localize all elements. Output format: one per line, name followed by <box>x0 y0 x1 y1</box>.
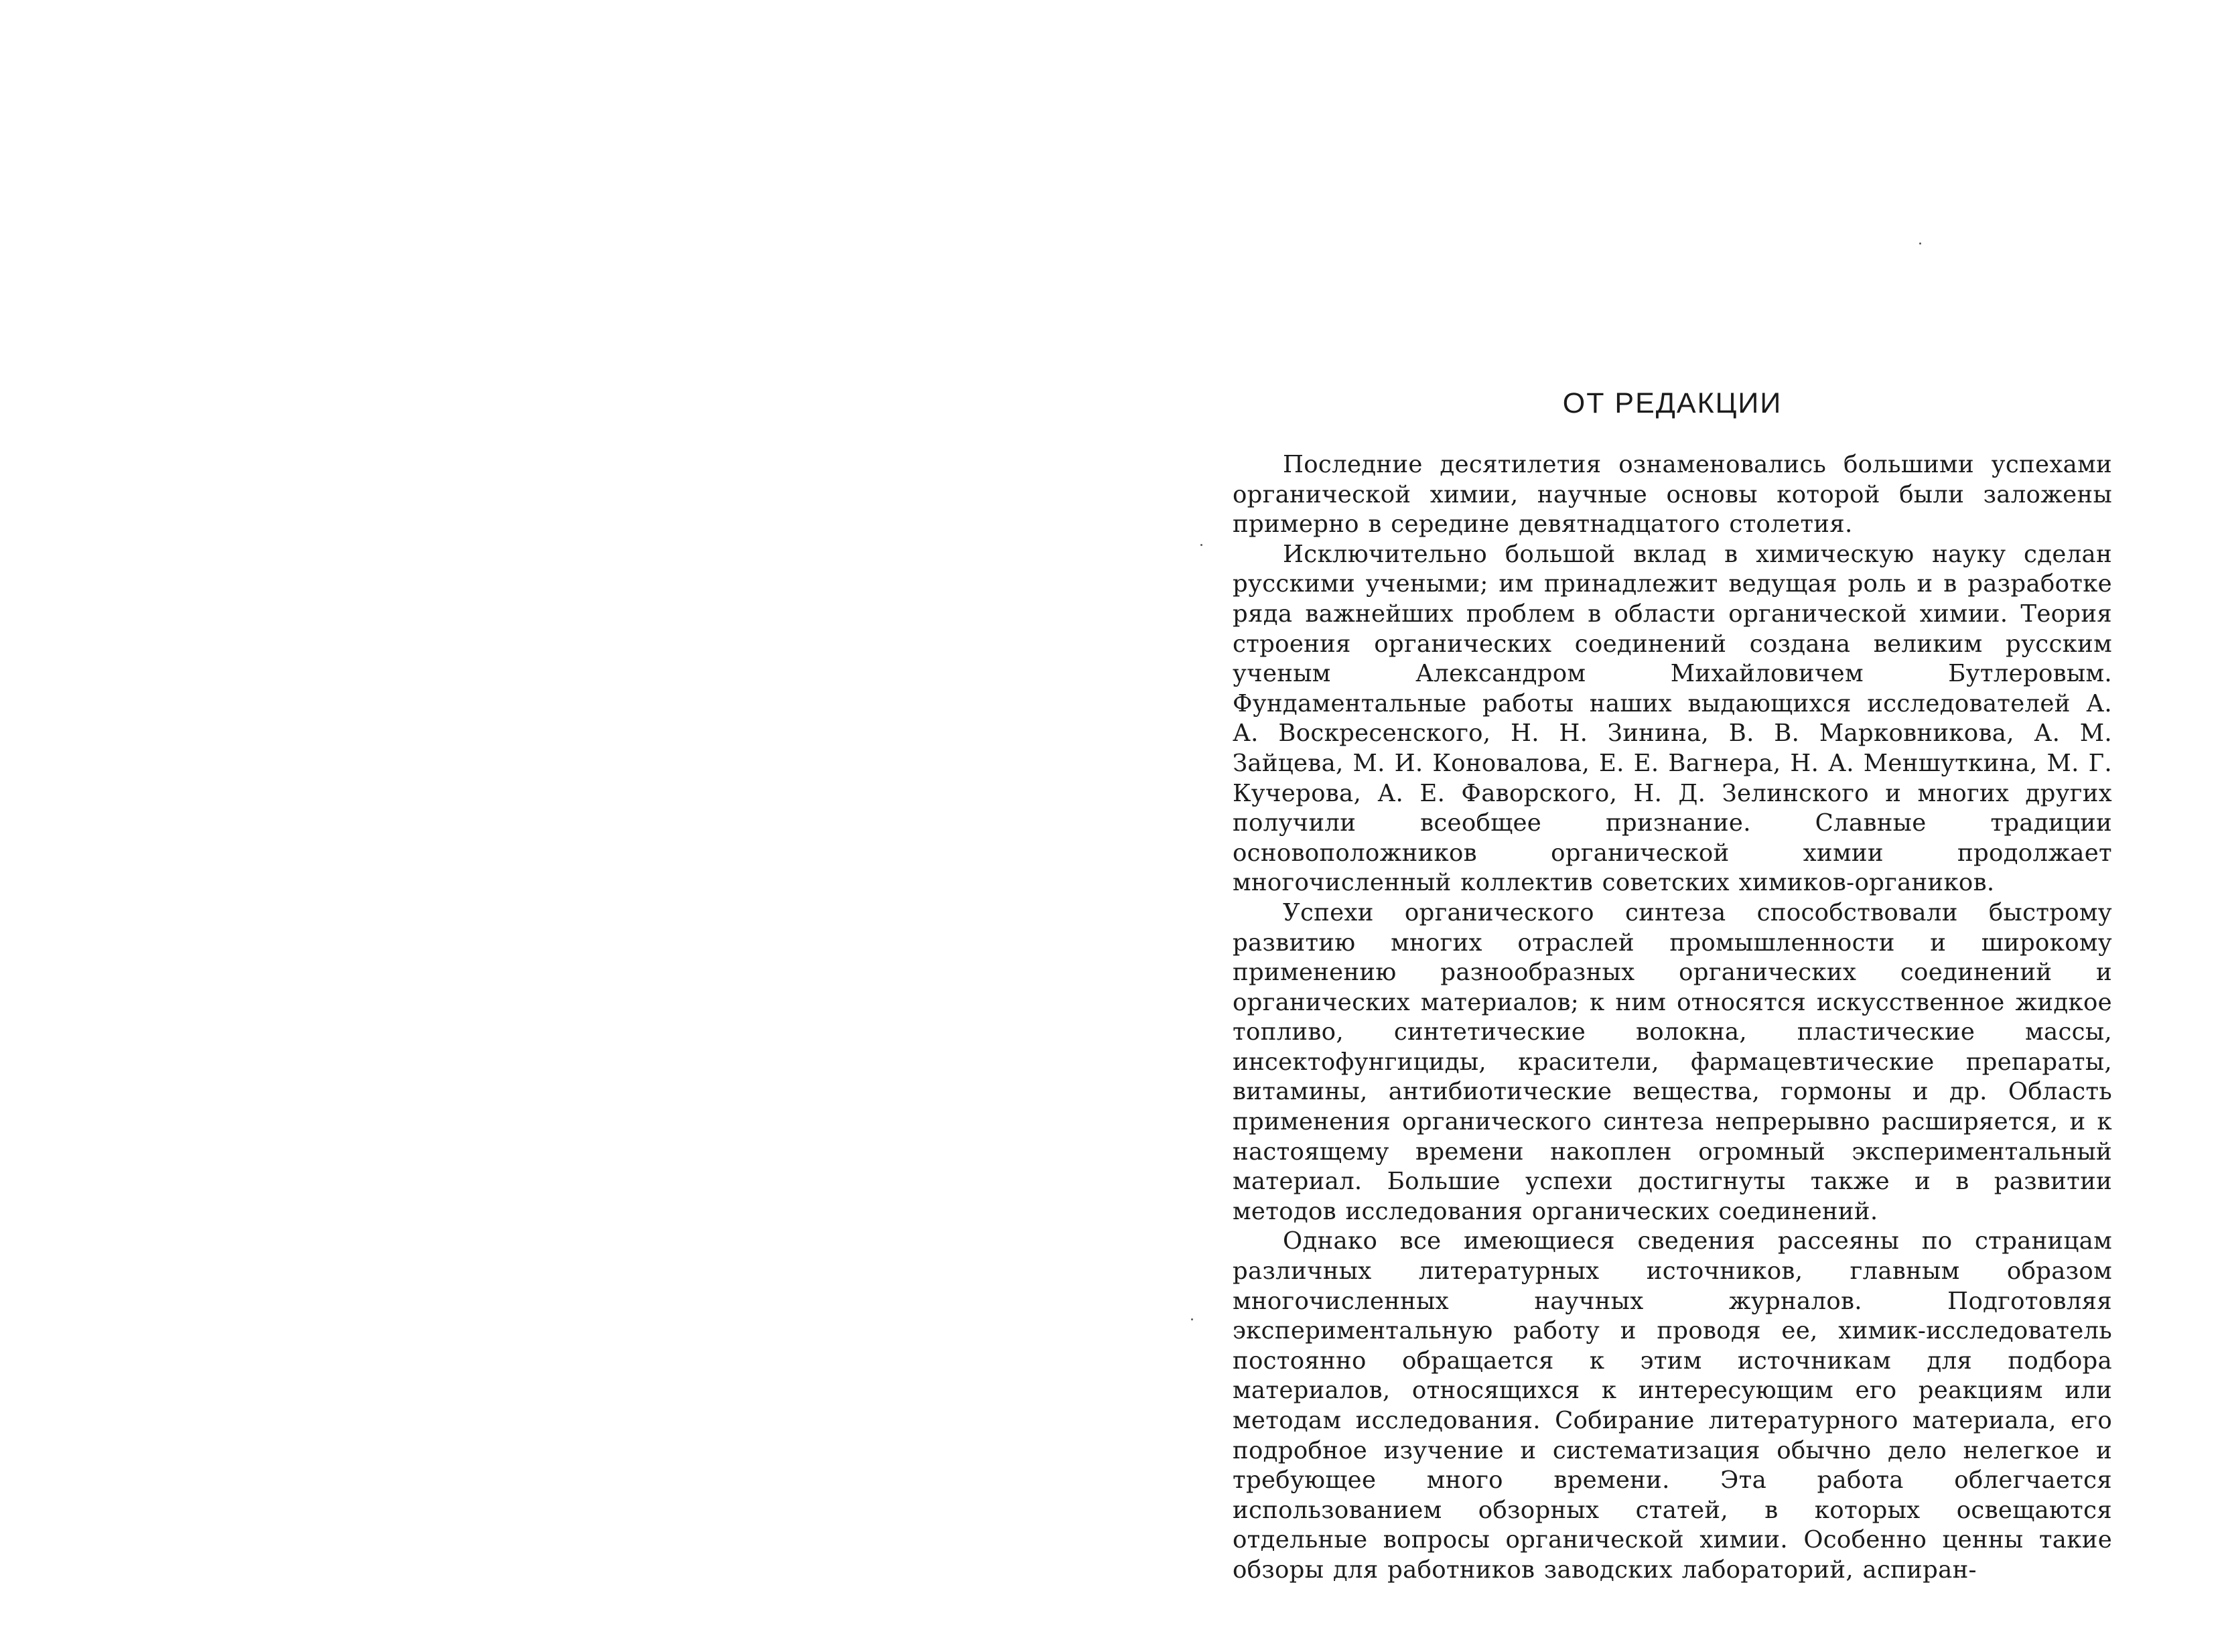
editorial-text-block <box>1233 383 2112 1586</box>
scan-speck <box>1200 544 1202 546</box>
scan-speck <box>1191 1318 1193 1320</box>
scan-speck <box>1919 243 1921 245</box>
left-page-blank <box>0 0 1112 1652</box>
page-title: ОТ РЕДАКЦИИ <box>1562 387 1783 419</box>
paragraph-4: Однако все имеющиеся сведения рассеяны по страницам различных литературных источников, главным образом многочисленных научных журналов. Подготовляя экспериментальную работу и проводя ее, химик-исследователь постоянно обращается к этим источникам для подбора материалов, относящихся к интересующим его реакциям или методам исследования. Собирание литературного материала, его подробное изучение и систематизация обычно дело нелегкое и требующее много времени. Эта работа облегчается использованием обзорных статей, в которых освещаются отдельные вопросы органической химии. Особенно ценны такие обзоры для работников заводских лабораторий, аспиран- <box>1233 1227 2112 1584</box>
paragraph-2: Исключительно большой вклад в химическую науку сделан русскими учеными; им принадлежит ведущая роль и в разработке ряда важнейших проблем в области органической химии. Теория строения органических соединений создана великим русским ученым Александром Михайловичем Бутлеровым. Фундаментальные работы наших выдающихся исследователей А. А. Воскресенского, Н. Н. Зинина, В. В. Марковникова, А. М. Зайцева, М. И. Коновалова, Е. Е. Вагнера, Н. А. Меншуткина, М. Г. Кучерова, А. Е. Фаворского, Н. Д. Зелинского и многих других получили всеобщее признание. Славные традиции основоположников органической химии продолжает многочисленный коллектив советских химиков-органиков. <box>1233 540 2112 897</box>
paragraph-3: Успехи органического синтеза способствовали быстрому развитию многих отраслей промышленности и широкому применению разнообразных органических соединений и органических материалов; к ним относятся искусственное жидкое топливо, синтетические волокна, пластические массы, инсектофунгициды, красители, фармацевтические препараты, витамины, антибиотические вещества, гормоны и др. Область применения органического синтеза непрерывно расширяется, и к настоящему времени накоплен огромный экспериментальный материал. Большие успехи достигнуты также и в развитии методов исследования органических соединений. <box>1233 898 2112 1225</box>
paragraph-1: Последние десятилетия ознаменовались большими успехами органической химии, научные основы которой были заложены примерно в середине девятнадцатого столетия. <box>1233 451 2112 539</box>
right-page <box>1112 0 2226 1652</box>
